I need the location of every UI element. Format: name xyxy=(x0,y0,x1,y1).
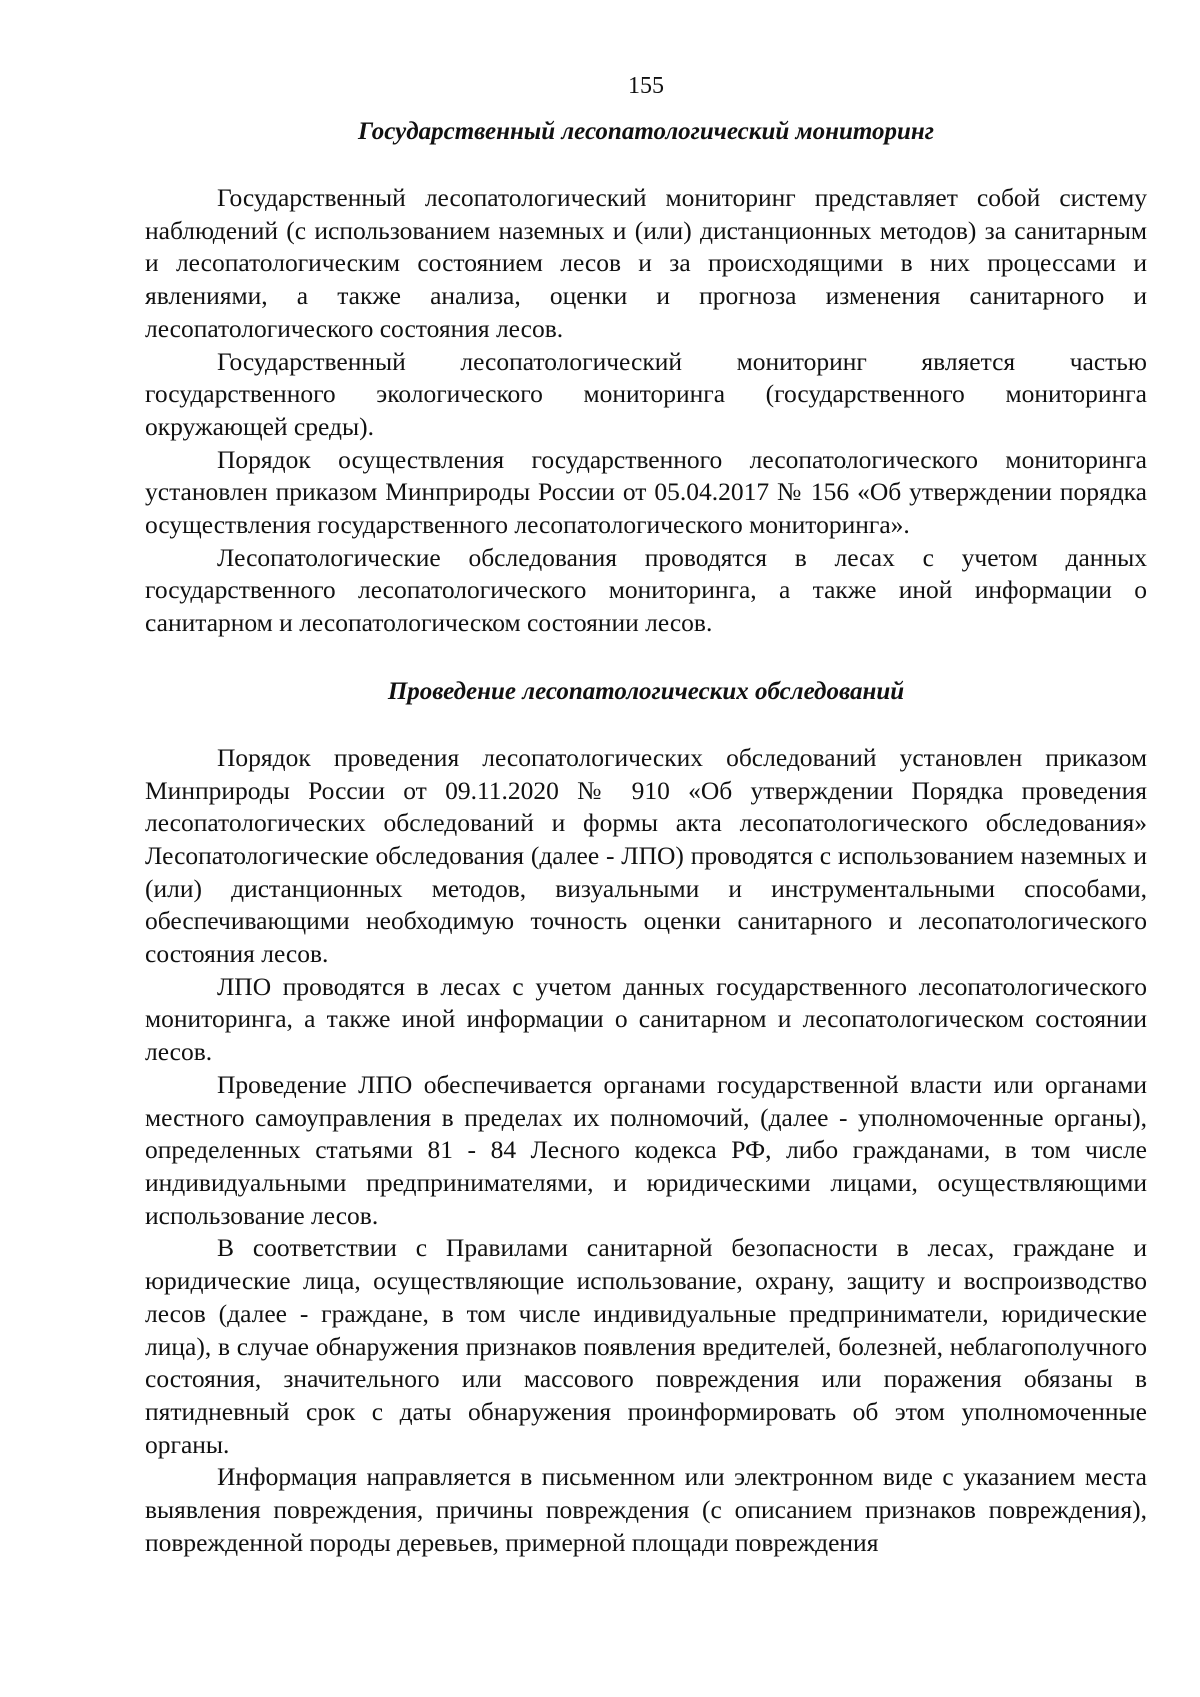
page-number: 155 xyxy=(628,73,664,99)
section-heading: Государственный лесопатологический мониторинг xyxy=(357,118,935,145)
section-forest-pathology-surveys xyxy=(145,674,1147,1560)
paragraph: Лесопатологические обследования проводятся в лесах с учетом данных государственного лесопатологического мониторинга, а также иной информации о санитарном и лесопатологическом состоянии лесов. xyxy=(145,542,1147,638)
paragraph: Государственный лесопатологический мониторинг представляет собой систему наблюдений (с использованием наземных и (или) дистанционных методов) за санитарным и лесопатологическим состоянием лесов и за происходящими в них процессами и явлениями, а также анализа, оценки и прогноза изменения санитарного и лесопатологического состояния лесов. xyxy=(145,183,1147,343)
paragraph: Порядок осуществления государственного лесопатологического мониторинга установлен приказом Минприроды России от 05.04.2017 № 156 «Об утверждении порядка осуществления государственного лесопатологического мониторинга». xyxy=(145,444,1147,540)
section-forest-pathology-monitoring xyxy=(145,114,1147,640)
paragraph: ЛПО проводятся в лесах с учетом данных государственного лесопатологического мониторинга, а также иной информации о санитарном и лесопатологическом состоянии лесов. xyxy=(145,971,1147,1067)
paragraph: Проведение ЛПО обеспечивается органами государственной власти или органами местного самоуправления в пределах их полномочий, (далее - уполномоченные органы), определенных статьями 81 - 84 Лесного кодекса РФ, либо гражданами, в том числе индивидуальными предпринимателями, и юридическими лицами, осуществляющими использование лесов. xyxy=(145,1069,1147,1230)
paragraph: Государственный лесопатологический мониторинг является частью государственного экологического мониторинга (государственного мониторинга окружающей среды). xyxy=(145,346,1147,441)
paragraph: В соответствии с Правилами санитарной безопасности в лесах, граждане и юридические лица, осуществляющие использование, охрану, защиту и воспроизводство лесов (далее - граждане, в том числе индивидуальные предприниматели, юридические лица), в случае обнаружения признаков появления вредителей, болезней, неблагополучного состояния, значительного или массового повреждения или поражения обязаны в пятидневный срок с даты обнаружения проинформировать об этом уполномоченные органы. xyxy=(145,1233,1147,1459)
paragraph: Информация направляется в письменном или электронном виде с указанием места выявления повреждения, причины повреждения (с описанием признаков повреждения), поврежденной породы деревьев, примерной площади повреждения xyxy=(145,1462,1147,1557)
section-heading: Проведение лесопатологических обследований xyxy=(387,677,905,705)
paragraph: Порядок проведения лесопатологических обследований установлен приказом Минприроды России от 09.11.2020 № 910 «Об утверждении Порядка проведения лесопатологических обследований и формы акта лесопатологического обследования» Лесопатологические обследования (далее - ЛПО) проводятся с использованием наземных и (или) дистанционных методов, визуальными и инструментальными способами, обеспечивающими необходимую точность оценки санитарного и лесопатологического состояния лесов. xyxy=(145,742,1147,969)
